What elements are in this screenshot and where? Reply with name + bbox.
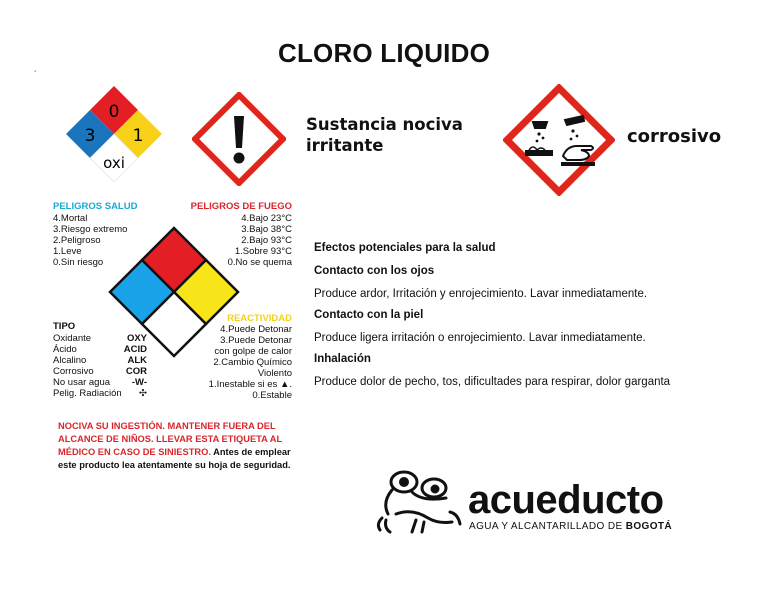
reactivity-title: REACTIVIDAD xyxy=(227,313,292,324)
list-item: 0.Sin riesgo xyxy=(53,257,104,268)
list-item: 3.Bajo 38°C xyxy=(241,224,292,235)
brand-subtitle: AGUA Y ALCANTARILLADO DE BOGOTÁ xyxy=(469,521,673,532)
page-title: CLORO LIQUIDO xyxy=(277,38,491,68)
ghs-label-corrosive: corrosivo xyxy=(627,126,722,147)
list-item: 4.Puede Detonar xyxy=(220,324,292,335)
table-row: Ácido ACID xyxy=(53,344,147,355)
list-item: 2.Cambio Químico xyxy=(213,357,292,368)
table-row: No usar agua -W- xyxy=(53,377,147,388)
ghs-label-harmful xyxy=(306,114,463,156)
effects-section-text: Produce ardor, Irritación y enrojecimiento. Lavar inmediatamente. xyxy=(314,288,648,300)
ghs-label-line: irritante xyxy=(306,136,384,155)
list-item: 1.Leve xyxy=(53,246,82,257)
safety-warning: NOCIVA SU INGESTIÓN. MANTENER FUERA DEL ALCANCE DE NIÑOS. LLEVAR ESTA ETIQUETA AL MÉDICO EN CASO DE SINIESTRO. Antes de emplear este producto lea atentamente su hoja de seguridad. xyxy=(58,421,291,470)
table-row: Pelig. Radiación ✣ xyxy=(53,388,147,399)
table-row: Alcalino ALK xyxy=(53,355,147,366)
fire-hazard-title: PELIGROS DE FUEGO xyxy=(190,201,292,212)
corrosive-icon xyxy=(503,84,615,196)
table-row: Corrosivo COR xyxy=(53,366,147,377)
list-item: 4.Bajo 23°C xyxy=(241,213,292,224)
list-item: 3.Puede Detonar xyxy=(220,335,292,346)
radiation-icon: ✣ xyxy=(139,388,147,399)
list-item: 2.Peligroso xyxy=(53,235,101,246)
effects-section-title: Contacto con los ojos xyxy=(314,265,435,277)
ghs-label-line: Sustancia nociva xyxy=(306,115,463,134)
effects-section-title: Inhalación xyxy=(314,353,371,365)
type-title: TIPO xyxy=(53,321,76,332)
list-item: con golpe de calor xyxy=(214,346,292,357)
list-item: 0.No se quema xyxy=(227,257,292,268)
nfpa-small-flammability-value: 0 xyxy=(108,102,120,122)
effects-section-title: Contacto con la piel xyxy=(314,309,424,321)
reactivity-list xyxy=(190,324,292,401)
nfpa-small-reactivity-value: 1 xyxy=(132,126,144,146)
list-item: 4.Mortal xyxy=(53,213,88,224)
table-row: Oxidante OXY xyxy=(53,333,147,344)
stray-mark: ´ xyxy=(34,70,38,81)
warning-triangle-icon: ▲ xyxy=(279,379,290,390)
list-item: 3.Riesgo extremo xyxy=(53,224,128,235)
type-table xyxy=(53,333,147,399)
nfpa-small-special-value: oxi xyxy=(103,154,125,172)
list-item: 0.Estable xyxy=(252,390,292,401)
effects-heading: Efectos potenciales para la salud xyxy=(314,242,496,254)
health-hazard-title: PELIGROS SALUD xyxy=(53,201,138,212)
list-item: 1.Inestable si es ▲. xyxy=(208,379,292,390)
list-item: 1.Sobre 93°C xyxy=(234,246,292,257)
frog-logo-icon xyxy=(372,468,464,536)
exclamation-mark-icon xyxy=(192,92,286,186)
nfpa-small-health-value: 3 xyxy=(84,126,96,146)
list-item: 2.Bajo 93°C xyxy=(241,235,292,246)
brand-wordmark: acueducto xyxy=(468,478,664,522)
effects-section-text: Produce ligera irritación o enrojecimiento. Lavar inmediatamente. xyxy=(314,332,646,344)
effects-section-text: Produce dolor de pecho, tos, dificultades para respirar, dolor garganta xyxy=(314,376,671,388)
list-item: Violento xyxy=(257,368,292,379)
nfpa-diamond-small xyxy=(66,86,162,182)
